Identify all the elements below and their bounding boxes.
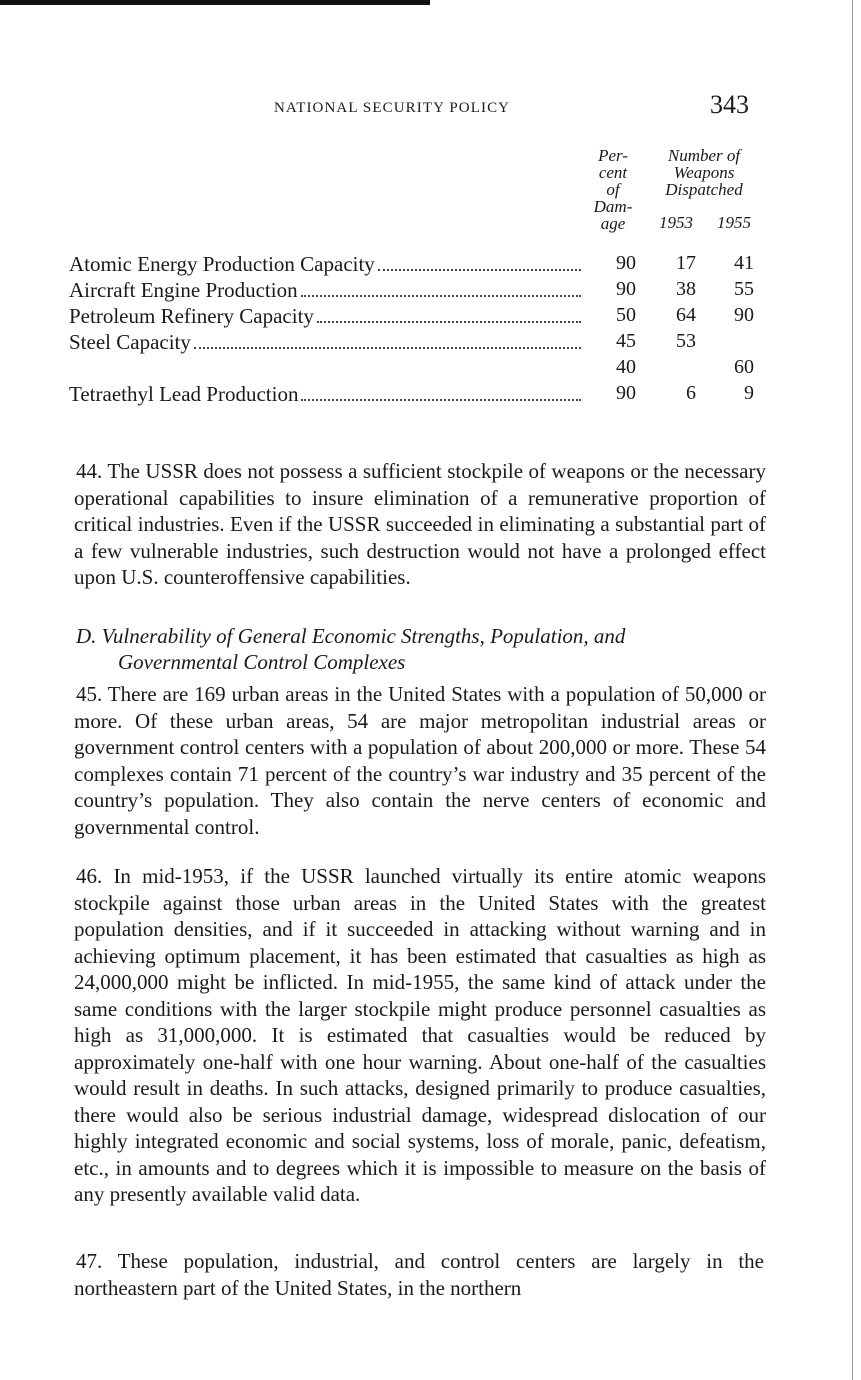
row-label-text: Steel Capacity — [69, 330, 191, 354]
cell-1955: 60 — [734, 356, 754, 378]
row-label — [69, 278, 581, 303]
header-number-line: Weapons — [673, 163, 735, 182]
column-header-percent-damage — [588, 147, 638, 232]
dot-leader — [301, 398, 581, 401]
cell-percent: 90 — [616, 278, 636, 300]
header-percent-line: Per- — [598, 146, 628, 165]
cell-1953: 64 — [676, 304, 696, 326]
header-percent-line: of — [606, 180, 620, 199]
dot-leader — [317, 320, 581, 323]
cell-percent: 90 — [616, 382, 636, 404]
paragraph-44: 44. The USSR does not possess a sufficient stockpile of weapons or the necessary operational capabilities to insure elimination of a remunerative proportion of critical industries. Even if the USSR succeeded in eliminating a substantial part of a few vulnerable industries, such destruction would not have a prolonged effect upon U.S. counteroffensive capabilities. — [74, 459, 766, 589]
paragraph-45: 45. There are 169 urban areas in the United States with a population of 50,000 or more. Of these urban areas, 54 are major metropolitan industrial areas or government control centers with a population of about 200,000 or more. These 54 complexes contain 71 percent of the country’s war industry and 35 percent of the country’s population. They also contain the nerve centers of economic and governmental control. — [74, 682, 766, 839]
cell-1955: 9 — [744, 382, 754, 404]
column-header-weapons-dispatched — [652, 147, 756, 198]
page-number: 343 — [710, 90, 749, 119]
paragraph-46: 46. In mid-1953, if the USSR launched virtually its entire atomic weapons stockpile against those urban areas in the United States with the greatest population densities, and if it succeeded in attacking without warning and in achieving optimum placement, it has been estimated that casualties as high as 24,000,000 might be inflicted. In mid-1955, the same kind of attack under the same conditions with the larger stockpile might produce personnel casualties as high as 31,000,000. It is estimated that casualties would be reduced by approximately one-half with one hour warning. About one-half of the casualties would result in deaths. In such attacks, designed primarily to produce casualties, there would also be serious industrial damage, widespread dislocation of our highly integrated economic and social systems, loss of morale, panic, defeatism, etc., in amounts and to degrees which it is impossible to measure on the basis of any presently available valid data. — [74, 864, 766, 1206]
section-heading-d — [76, 623, 760, 675]
cell-percent: 40 — [616, 356, 636, 378]
column-header-year-1955: 1955 — [717, 213, 751, 232]
table-row — [0, 304, 861, 330]
row-label — [69, 382, 581, 407]
header-number-line: Dispatched — [665, 180, 743, 199]
cell-percent: 50 — [616, 304, 636, 326]
table-row — [0, 356, 861, 382]
heading-line-1: D. Vulnerability of General Economic Strengths, Population, and — [76, 624, 626, 648]
heading-line-2: Governmental Control Complexes — [118, 650, 406, 674]
paragraph-47: 47. These population, industrial, and control centers are largely in the northeastern part of the United States, in the northern — [74, 1249, 764, 1300]
dot-leader — [378, 268, 581, 271]
cell-percent: 90 — [616, 252, 636, 274]
dot-leader — [194, 346, 581, 349]
row-label — [69, 330, 581, 355]
dot-leader — [301, 294, 581, 297]
column-header-year-1953: 1953 — [659, 213, 693, 232]
header-percent-line: cent — [598, 163, 628, 182]
header-percent-line: Dam- — [593, 197, 633, 216]
cell-1955: 90 — [734, 304, 754, 326]
header-number-line: Number of — [667, 146, 741, 165]
cell-percent: 45 — [616, 330, 636, 352]
row-label-text: Tetraethyl Lead Production — [69, 382, 299, 406]
cell-1953: 6 — [686, 382, 696, 404]
header-percent-line: age — [600, 214, 626, 233]
table-row — [0, 330, 861, 356]
cell-1953: 38 — [676, 278, 696, 300]
table-row — [0, 382, 861, 408]
cell-1953: 17 — [676, 252, 696, 274]
running-head: NATIONAL SECURITY POLICY — [274, 100, 511, 116]
table-row — [0, 252, 861, 278]
row-label-text: Atomic Energy Production Capacity — [69, 252, 375, 276]
row-label-text: Aircraft Engine Production — [69, 278, 298, 302]
damage-table — [0, 0, 861, 420]
cell-1953: 53 — [676, 330, 696, 352]
row-label-text: Petroleum Refinery Capacity — [69, 304, 314, 328]
row-label — [69, 304, 581, 329]
cell-1955: 41 — [734, 252, 754, 274]
table-row — [0, 278, 861, 304]
row-label — [69, 252, 581, 277]
cell-1955: 55 — [734, 278, 754, 300]
